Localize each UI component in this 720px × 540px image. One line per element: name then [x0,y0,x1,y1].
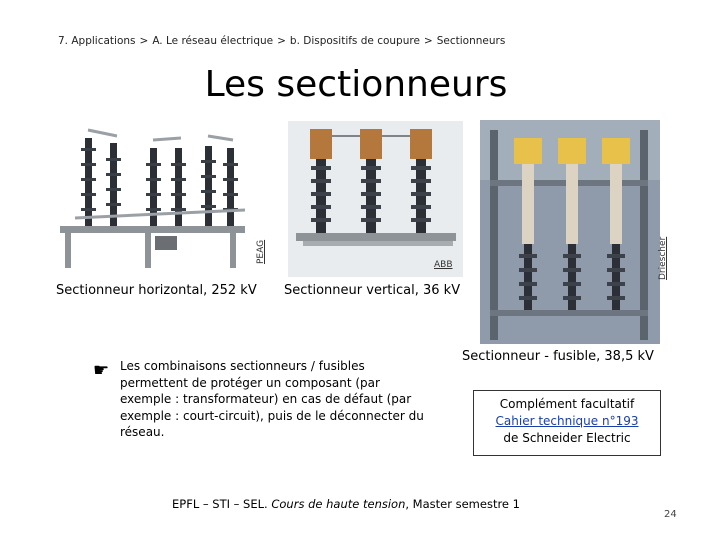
photo-credit: PEAG [256,239,266,264]
horizontal-disconnector-photo [55,118,260,270]
breadcrumb [58,35,505,47]
breadcrumb-item[interactable]: 7. Applications [58,35,136,47]
breadcrumb-separator: > [139,35,149,47]
footer-suffix: , Master semestre 1 [405,497,520,511]
photo-credit: Driescher [658,236,668,280]
footer-course: Cours de haute tension [271,497,406,511]
complement-box [473,390,661,456]
complement-label: Complément facultatif [499,397,635,411]
breadcrumb-item[interactable]: Sectionneurs [436,35,506,47]
page-title: Les sectionneurs [204,64,508,105]
breadcrumb-separator: > [423,35,433,47]
pointing-hand-icon: ☛ [93,360,110,381]
cahier-technique-link[interactable]: Cahier technique n°193 [495,414,639,428]
fuse-disconnector-photo [480,120,660,344]
complement-publisher: de Schneider Electric [503,431,631,445]
breadcrumb-separator: > [277,35,286,47]
breadcrumb-item[interactable]: b. Dispositifs de coupure [289,35,420,47]
photo-caption: Sectionneur vertical, 36 kV [284,283,461,298]
bullet-text: Les combinaisons sectionneurs / fusibles permettent de protéger un composant (par exemple : transformateur) en cas de défaut (par exemple : court-circuit), puis de le déconnecter du réseau. [120,359,424,439]
photo-credit: ABB [434,260,453,270]
vertical-disconnector-photo [288,121,463,277]
footer-institution: EPFL – STI – SEL. [172,497,268,511]
footer [172,497,520,511]
page-number: 24 [664,509,677,520]
breadcrumb-item[interactable]: A. Le réseau électrique [152,35,274,47]
photo-caption: Sectionneur horizontal, 252 kV [56,283,257,298]
photo-caption: Sectionneur - fusible, 38,5 kV [462,349,654,364]
